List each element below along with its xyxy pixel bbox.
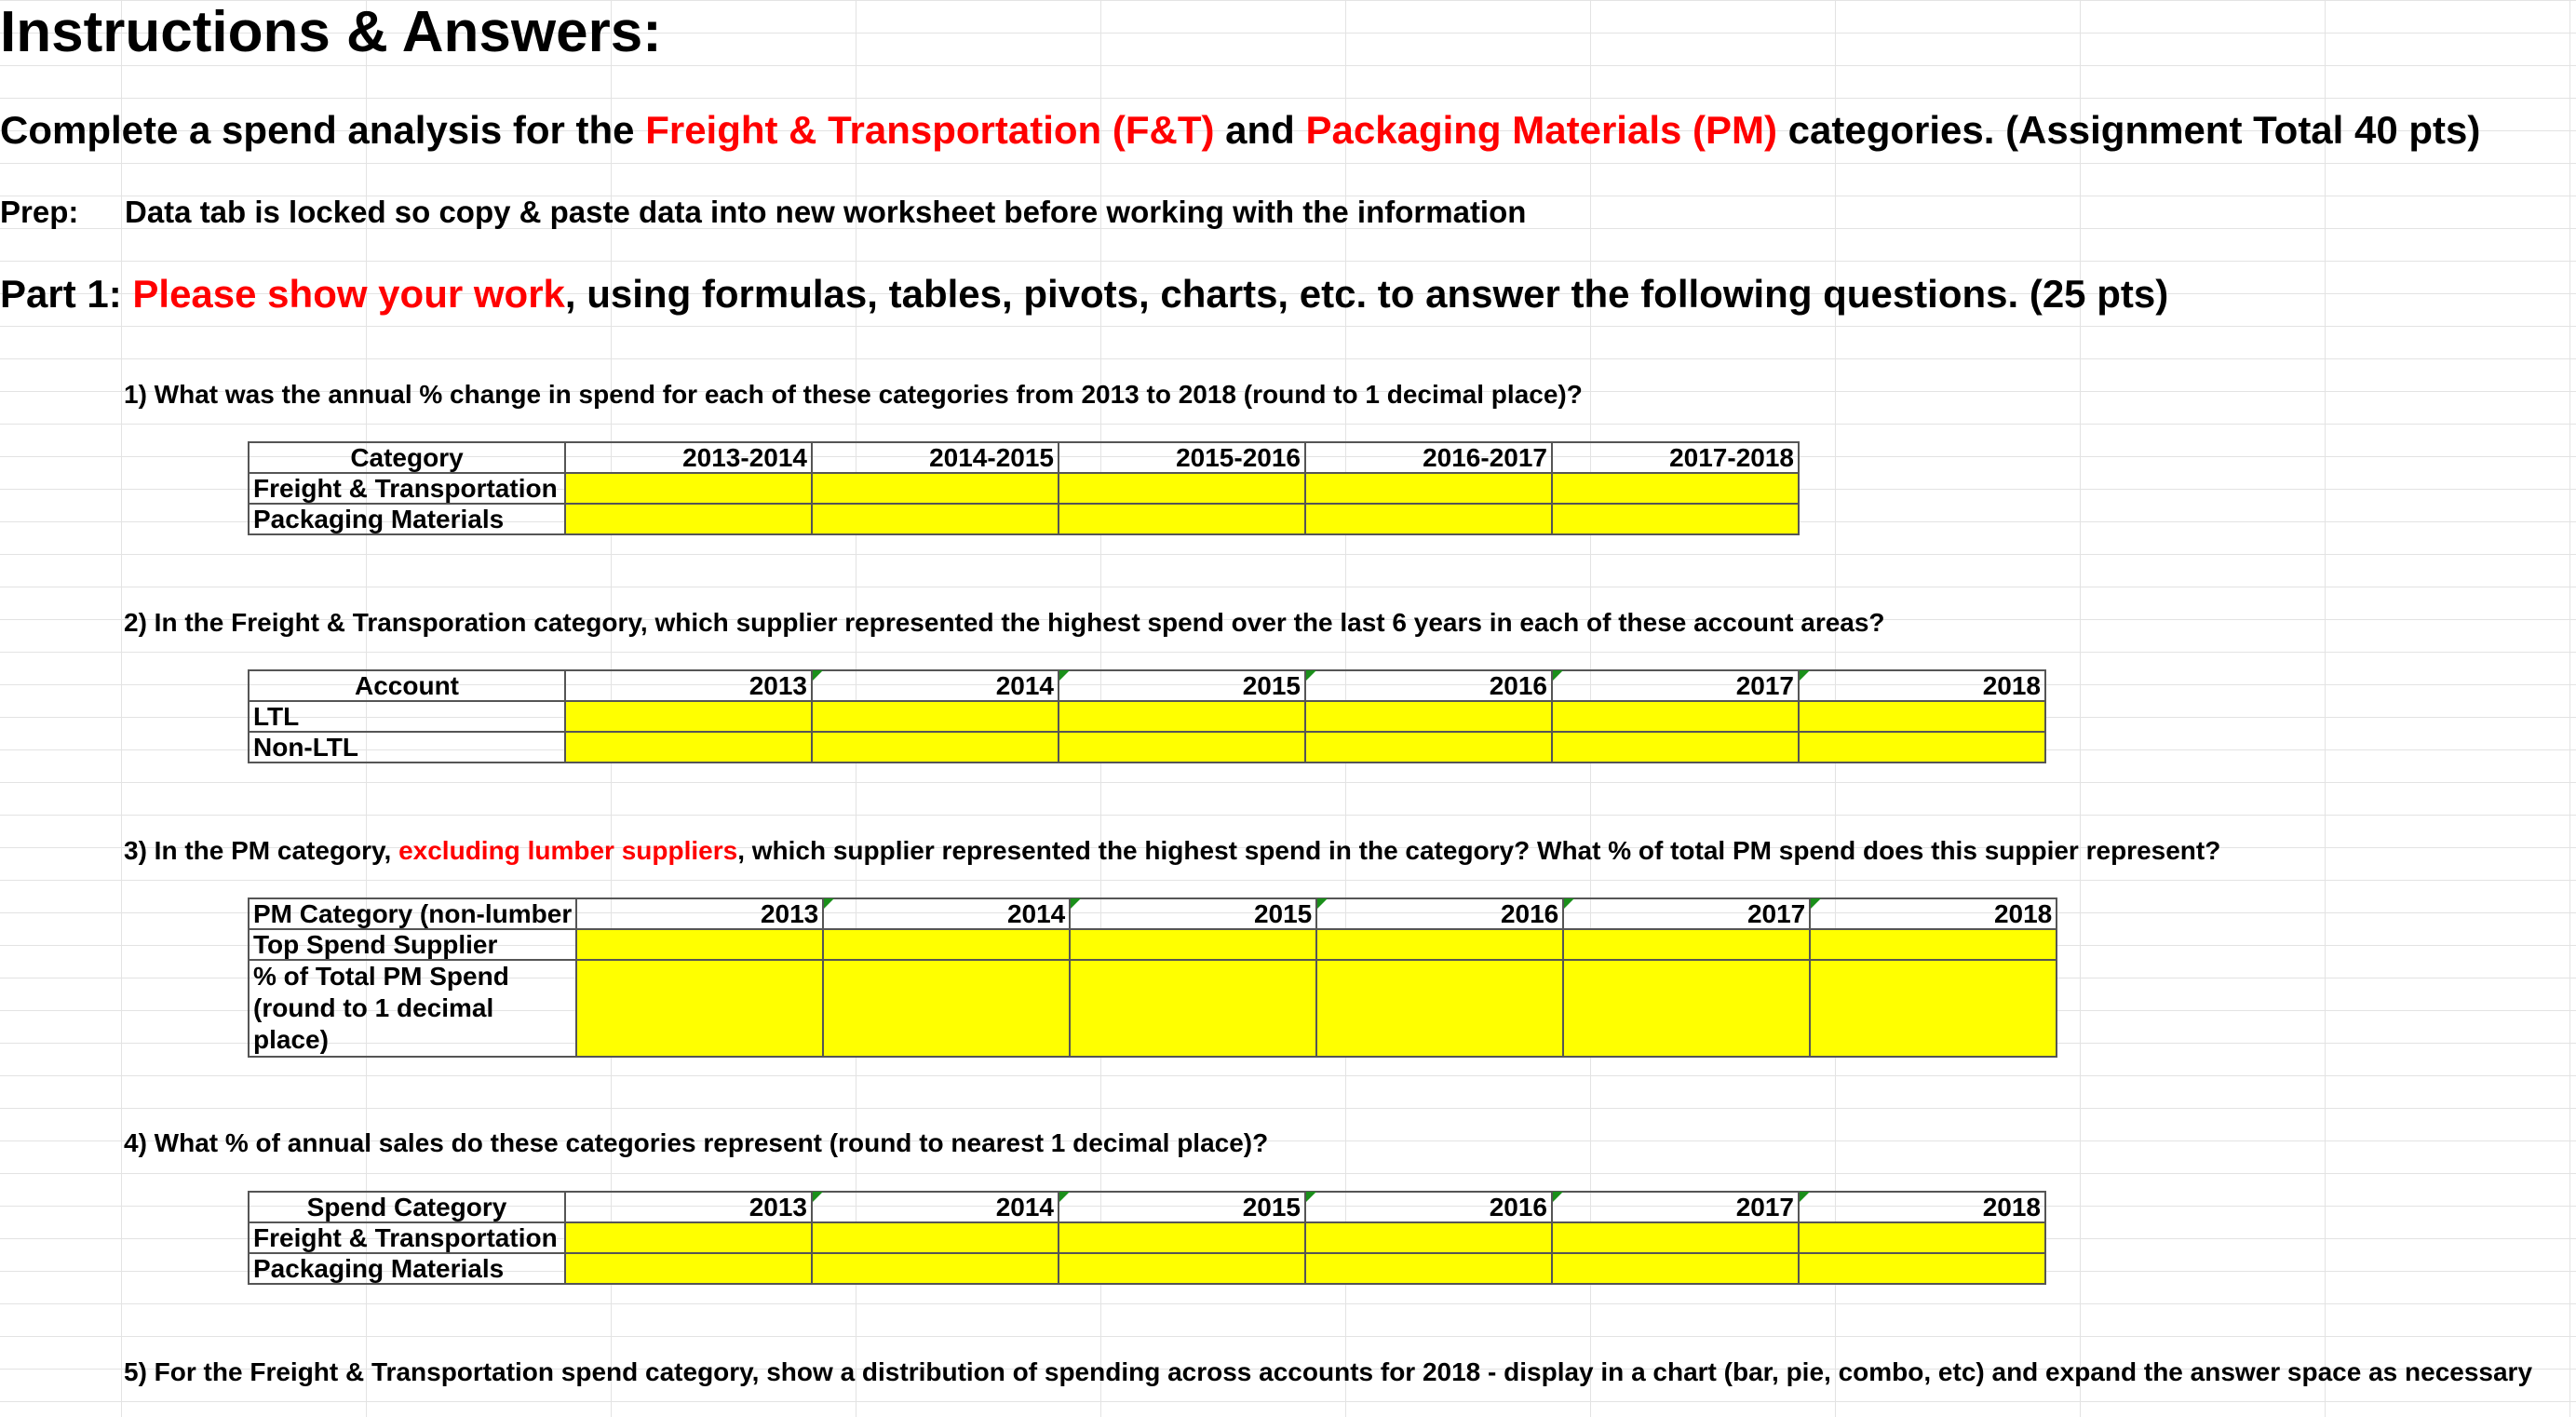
answer-cell[interactable] xyxy=(1059,732,1305,762)
header-cell[interactable]: 2015 xyxy=(1070,898,1316,929)
prep-label: Prep: xyxy=(0,195,79,229)
q2-answer-table xyxy=(248,669,2046,763)
part1-emphasis: Please show your work xyxy=(132,272,565,316)
table-row xyxy=(249,960,2057,1057)
intro-suffix: categories. (Assignment Total 40 pts) xyxy=(1776,108,2481,152)
intro-instruction xyxy=(0,106,2480,155)
part1-label: Part 1: xyxy=(0,272,133,316)
question-3 xyxy=(124,834,2220,868)
q3-suffix: , which supplier represented the highest spend in the category? What % of total PM spend does this suppier represent? xyxy=(737,836,2221,865)
answer-cell[interactable] xyxy=(1316,929,1563,960)
q3-prefix: 3) In the PM category, xyxy=(124,836,399,865)
q3-answer-table xyxy=(248,897,2057,1058)
table-row xyxy=(249,504,1799,534)
table-row xyxy=(249,701,2045,732)
header-cell[interactable]: 2016 xyxy=(1316,898,1563,929)
answer-cell[interactable] xyxy=(1059,1222,1305,1253)
answer-cell[interactable] xyxy=(1810,960,2057,1057)
answer-cell[interactable] xyxy=(1552,1222,1799,1253)
header-cell[interactable]: 2015 xyxy=(1059,1192,1305,1222)
table-row xyxy=(249,929,2057,960)
answer-cell[interactable] xyxy=(812,732,1059,762)
intro-mid: and xyxy=(1214,108,1306,152)
question-4: 4) What % of annual sales do these categories represent (round to nearest 1 decimal place)? xyxy=(124,1128,1269,1157)
answer-cell[interactable] xyxy=(1799,1253,2045,1284)
header-cell[interactable]: 2013 xyxy=(565,1192,812,1222)
header-cell[interactable]: 2017 xyxy=(1552,670,1799,701)
header-cell[interactable]: 2013 xyxy=(565,670,812,701)
answer-cell[interactable] xyxy=(1552,1253,1799,1284)
answer-cell[interactable] xyxy=(1799,701,2045,732)
header-cell[interactable]: 2017-2018 xyxy=(1552,442,1799,473)
answer-cell[interactable] xyxy=(812,473,1059,504)
sheet-title: Instructions & Answers: xyxy=(0,0,662,64)
table-header-row xyxy=(249,1192,2045,1222)
part1-text: , using formulas, tables, pivots, charts, etc. to answer the following questions. (25 pts) xyxy=(564,272,2169,316)
prep-text: Data tab is locked so copy & paste data into new worksheet before working with the information xyxy=(125,195,1527,229)
answer-cell[interactable] xyxy=(1305,504,1552,534)
question-2: 2) In the Freight & Transporation category, which supplier represented the highest spend over the last 6 years in each of these account areas? xyxy=(124,608,1885,637)
q3-emphasis: excluding lumber suppliers xyxy=(398,836,738,865)
intro-category-ft: Freight & Transportation (F&T) xyxy=(645,108,1215,152)
answer-cell[interactable] xyxy=(1305,1253,1552,1284)
answer-cell[interactable] xyxy=(823,960,1070,1057)
table-row xyxy=(249,732,2045,762)
answer-cell[interactable] xyxy=(1305,1222,1552,1253)
answer-cell[interactable] xyxy=(1059,1253,1305,1284)
answer-cell[interactable] xyxy=(823,929,1070,960)
header-cell[interactable]: 2018 xyxy=(1799,670,2045,701)
answer-cell[interactable] xyxy=(565,1222,812,1253)
header-cell[interactable]: 2018 xyxy=(1810,898,2057,929)
table-header-row xyxy=(249,670,2045,701)
header-cell[interactable]: 2018 xyxy=(1799,1192,2045,1222)
answer-cell[interactable] xyxy=(812,1253,1059,1284)
header-cell[interactable]: 2013 xyxy=(576,898,823,929)
answer-cell[interactable] xyxy=(565,701,812,732)
answer-cell[interactable] xyxy=(576,929,823,960)
answer-cell[interactable] xyxy=(1059,701,1305,732)
answer-cell[interactable] xyxy=(1552,473,1799,504)
header-cell[interactable]: 2017 xyxy=(1563,898,1810,929)
table-row xyxy=(249,1222,2045,1253)
q1-answer-table xyxy=(248,441,1800,535)
answer-cell[interactable] xyxy=(812,504,1059,534)
q4-answer-table xyxy=(248,1191,2046,1285)
answer-cell[interactable] xyxy=(1059,473,1305,504)
answer-cell[interactable] xyxy=(1810,929,2057,960)
answer-cell[interactable] xyxy=(1552,504,1799,534)
row-label[interactable]: % of Total PM Spend (round to 1 decimal place) xyxy=(249,960,576,1057)
header-cell[interactable]: 2014 xyxy=(812,670,1059,701)
answer-cell[interactable] xyxy=(1305,473,1552,504)
row-label[interactable]: LTL xyxy=(249,701,565,732)
header-cell[interactable]: Spend Category xyxy=(249,1192,565,1222)
answer-cell[interactable] xyxy=(1305,701,1552,732)
answer-cell[interactable] xyxy=(565,473,812,504)
answer-cell[interactable] xyxy=(812,1222,1059,1253)
answer-cell[interactable] xyxy=(565,504,812,534)
part1-heading xyxy=(0,270,2168,318)
prep-note xyxy=(0,194,1526,231)
header-cell[interactable]: 2014 xyxy=(823,898,1070,929)
header-cell[interactable]: 2014 xyxy=(812,1192,1059,1222)
row-label[interactable]: Non-LTL xyxy=(249,732,565,762)
intro-category-pm: Packaging Materials (PM) xyxy=(1305,108,1777,152)
header-cell[interactable]: Category xyxy=(249,442,565,473)
intro-prefix: Complete a spend analysis for the xyxy=(0,108,646,152)
answer-cell[interactable] xyxy=(565,732,812,762)
answer-cell[interactable] xyxy=(1059,504,1305,534)
header-cell[interactable]: 2017 xyxy=(1552,1192,1799,1222)
question-1: 1) What was the annual % change in spend for each of these categories from 2013 to 2018 (round to 1 decimal place)? xyxy=(124,380,1583,409)
header-cell[interactable]: 2016 xyxy=(1305,670,1552,701)
answer-cell[interactable] xyxy=(812,701,1059,732)
table-header-row xyxy=(249,442,1799,473)
row-label[interactable]: Packaging Materials xyxy=(249,504,565,534)
answer-cell[interactable] xyxy=(576,960,823,1057)
answer-cell[interactable] xyxy=(565,1253,812,1284)
row-label[interactable]: Top Spend Supplier xyxy=(249,929,576,960)
header-cell[interactable]: 2014-2015 xyxy=(812,442,1059,473)
header-cell[interactable]: 2016 xyxy=(1305,1192,1552,1222)
row-label[interactable]: Packaging Materials xyxy=(249,1253,565,1284)
header-cell[interactable]: 2016-2017 xyxy=(1305,442,1552,473)
table-row xyxy=(249,473,1799,504)
header-cell[interactable]: 2013-2014 xyxy=(565,442,812,473)
answer-cell[interactable] xyxy=(1070,929,1316,960)
answer-cell[interactable] xyxy=(1799,732,2045,762)
header-cell[interactable]: 2015 xyxy=(1059,670,1305,701)
row-label[interactable]: Freight & Transportation xyxy=(249,1222,565,1253)
header-cell[interactable]: 2015-2016 xyxy=(1059,442,1305,473)
row-label[interactable]: Freight & Transportation xyxy=(249,473,565,504)
answer-cell[interactable] xyxy=(1799,1222,2045,1253)
table-header-row xyxy=(249,898,2057,929)
answer-cell[interactable] xyxy=(1552,701,1799,732)
answer-cell[interactable] xyxy=(1316,960,1563,1057)
answer-cell[interactable] xyxy=(1552,732,1799,762)
answer-cell[interactable] xyxy=(1305,732,1552,762)
question-5: 5) For the Freight & Transportation spend category, show a distribution of spending across accounts for 2018 - display in a chart (bar, pie, combo, etc) and expand the answer space as necessary xyxy=(124,1357,2533,1386)
answer-cell[interactable] xyxy=(1070,960,1316,1057)
table-row xyxy=(249,1253,2045,1284)
answer-cell[interactable] xyxy=(1563,960,1810,1057)
header-cell[interactable]: PM Category (non-lumber xyxy=(249,898,576,929)
answer-cell[interactable] xyxy=(1563,929,1810,960)
header-cell[interactable]: Account xyxy=(249,670,565,701)
